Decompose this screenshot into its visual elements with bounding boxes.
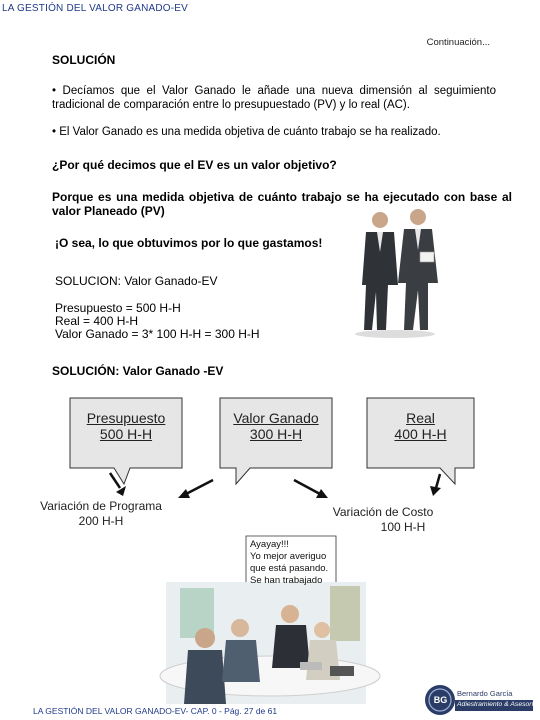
question: ¿Por qué decimos que el EV es un valor objetivo? [52,158,337,172]
arrows [110,473,441,498]
bubble-actual-label: Real [406,410,435,426]
bubble-budget-label: Presupuesto [86,410,166,426]
paragraph-2: • El Valor Ganado es una medida objetiva de cuánto trabajo se ha realizado. [52,126,441,138]
calc-budget: Presupuesto = 500 H-H [55,301,181,315]
paragraph-1: • Decíamos que el Valor Ganado le añade una nueva dimensión al seguimiento tradicional de comparación entre lo presupuestado (PV) y lo real (AC). [52,85,496,111]
page-footer: LA GESTIÓN DEL VALOR GANADO-EV- CAP. 0 - Pág. 27 de 61 [33,706,278,716]
bubble-earned-label: Valor Ganado [233,410,319,426]
speech-line-2: Yo mejor averiguo [250,551,327,562]
variation-program [36,499,166,529]
variation-program-value: 200 H-H [78,514,124,528]
variation-cost-value: 100 H-H [380,520,426,534]
calc-earned: Valor Ganado = 3* 100 H-H = 300 H-H [55,327,260,341]
answer: Porque es una medida objetiva de cuánto trabajo se ha ejecutado con base al valor Planeado (PV) [52,190,512,218]
logo-tagline: Adiestramiento & Asesoría [457,701,538,708]
solution-1-title: SOLUCION: Valor Ganado-EV [55,274,218,288]
variation-cost-label: Variación de Costo [332,505,434,519]
bubble-earned-value: 300 H-H [249,426,303,442]
variation-program-label: Variación de Programa [40,499,162,513]
bubble-earned-text [220,410,332,442]
bubble-actual-text [367,410,474,442]
businessmen-illustration [355,209,438,338]
continuation-label: Continuación... [426,37,490,48]
speech-line-3: que está pasando. [250,563,329,574]
page-header-title: LA GESTIÓN DEL VALOR GANADO-EV [2,3,189,14]
speech-line-1: Ayayay!!! [250,539,289,550]
logo-name: Bernardo García [457,689,513,698]
bubble-actual-value: 400 H-H [394,426,447,442]
speech-text [250,539,328,587]
bubble-budget-value: 500 H-H [99,426,153,442]
speech-line-4: Se han trabajado [250,575,323,586]
variation-cost [322,505,444,535]
section-title: SOLUCIÓN [52,53,116,67]
logo-initials: BG [433,695,448,705]
meeting-illustration [160,582,380,704]
calc-actual: Real = 400 H-H [55,314,139,328]
exclamation: ¡O sea, lo que obtuvimos por lo que gastamos! [55,236,323,250]
bubble-budget-text [70,410,182,442]
solution-2-title: SOLUCIÓN: Valor Ganado -EV [52,364,224,378]
